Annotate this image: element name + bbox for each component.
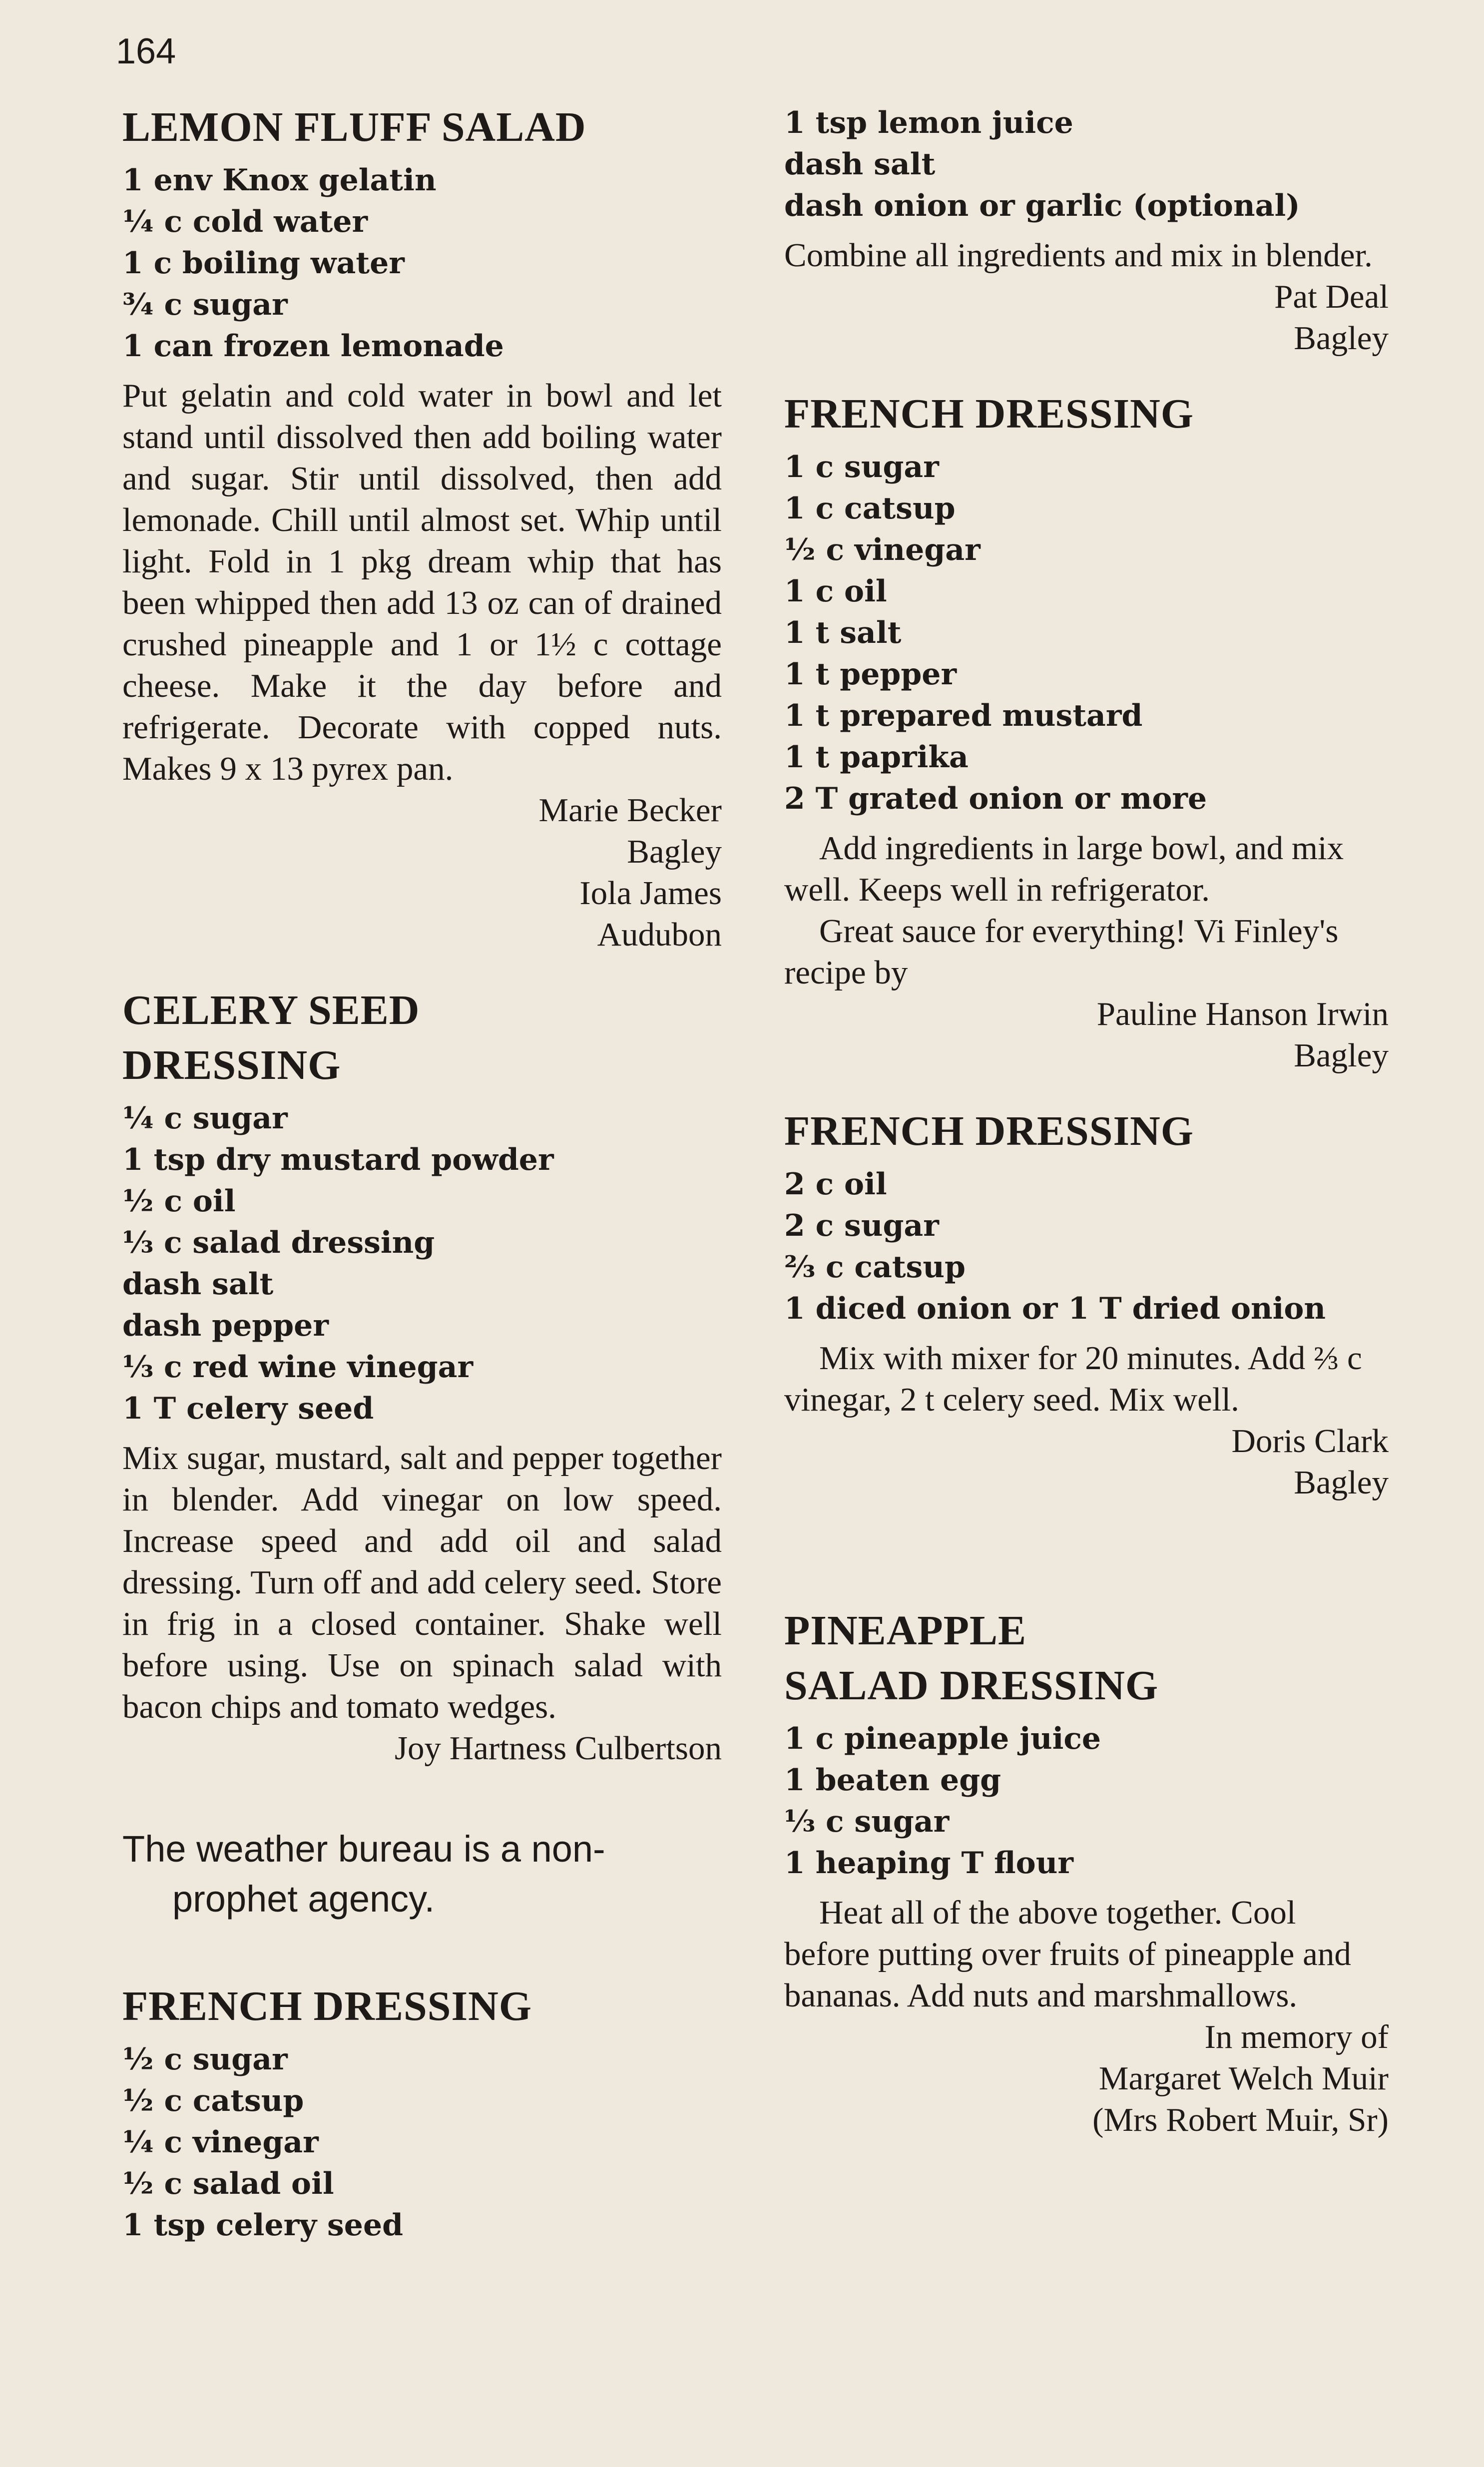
contributor-name: Pat Deal bbox=[1274, 278, 1389, 315]
contributor-name: Doris Clark bbox=[1231, 1423, 1389, 1460]
ingredient: 1 diced onion or 1 T dried onion bbox=[784, 1291, 1326, 1326]
ingredient: 1 tsp lemon juice bbox=[784, 105, 1073, 140]
recipe-pineapple-salad-dressing bbox=[784, 1603, 1389, 2141]
left-column bbox=[122, 100, 722, 2246]
contributor-name: Iola James bbox=[579, 875, 722, 912]
ingredient-list bbox=[122, 160, 722, 367]
contributor-name: Joy Hartness Culbertson bbox=[394, 1730, 722, 1767]
contributor-town: Bagley bbox=[1294, 1464, 1389, 1501]
ingredient-list bbox=[122, 2039, 722, 2246]
contributor-name: Pauline Hanson Irwin bbox=[1096, 995, 1389, 1032]
recipe-title-line2: SALAD DRESSING bbox=[784, 1662, 1159, 1709]
recipe-french-dressing-1-continued bbox=[784, 102, 1389, 359]
ingredient-list bbox=[122, 1098, 722, 1430]
ingredient: dash onion or garlic (optional) bbox=[784, 188, 1300, 223]
recipe-title: PINEAPPLE bbox=[784, 1607, 1027, 1654]
contributor-town: Audubon bbox=[597, 916, 722, 953]
ingredient: ¼ c sugar bbox=[122, 1101, 288, 1136]
recipe-directions: Mix sugar, mustard, salt and pepper together in blender. Add vinegar on low speed. Increase speed and add oil and salad dressing. Turn off and add celery seed. Store in frig in a closed container. Shake well before using. Use on spinach salad with bacon chips and tomato wedges. bbox=[122, 1440, 722, 1725]
recipe-title: FRENCH DRESSING bbox=[122, 1983, 532, 2029]
ingredient: ⅓ c sugar bbox=[784, 1804, 950, 1839]
ingredient: ¾ c sugar bbox=[122, 287, 288, 322]
recipe-title: CELERY SEED bbox=[122, 987, 420, 1033]
contributor-name: Marie Becker bbox=[538, 792, 722, 829]
ingredient: ⅓ c salad dressing bbox=[122, 1225, 435, 1260]
recipe-french-dressing-2 bbox=[784, 387, 1389, 1076]
ingredient: 1 c boiling water bbox=[122, 246, 405, 281]
ingredient: 1 can frozen lemonade bbox=[122, 329, 504, 364]
recipe-title-line2: DRESSING bbox=[122, 1042, 341, 1088]
filler-quote: The weather bureau is a non-prophet agency. bbox=[122, 1828, 605, 1920]
ingredient: ⅓ c red wine vinegar bbox=[122, 1350, 474, 1385]
ingredient: 1 tsp celery seed bbox=[122, 2208, 404, 2243]
ingredient: dash pepper bbox=[122, 1308, 329, 1343]
ingredient: ½ c salad oil bbox=[122, 2166, 334, 2201]
recipe-french-dressing-1 bbox=[122, 1979, 722, 2246]
ingredient: 2 c sugar bbox=[784, 1208, 939, 1243]
recipe-title: LEMON FLUFF SALAD bbox=[122, 104, 586, 150]
recipe-lemon-fluff-salad bbox=[122, 100, 722, 956]
ingredient: 1 tsp dry mustard powder bbox=[122, 1142, 554, 1177]
ingredient: ¼ c cold water bbox=[122, 204, 368, 239]
contributor-town: Bagley bbox=[627, 833, 722, 870]
ingredient-list bbox=[784, 447, 1389, 820]
ingredient-list bbox=[784, 102, 1389, 227]
recipe-directions: Put gelatin and cold water in bowl and let stand until dissolved then add boiling water and sugar. Stir until dissolved, then add lemonade. Chill until almost set. Whip until light. Fold in 1 pkg dream whip that has been whipped then add 13 oz can of drained crushed pineapple and 1 or 1½ c cottage cheese. Make it the day before and refrigerate. Decorate with copped nuts. Makes 9 x 13 pyrex pan. bbox=[122, 377, 722, 787]
recipe-directions: Mix with mixer for 20 minutes. Add ⅔ c vinegar, 2 t celery seed. Mix well. bbox=[784, 1340, 1362, 1418]
contributor-name: Margaret Welch Muir bbox=[1098, 2060, 1389, 2097]
ingredient: 1 heaping T flour bbox=[784, 1846, 1073, 1881]
ingredient: 1 T celery seed bbox=[122, 1391, 374, 1426]
ingredient: ½ c catsup bbox=[122, 2083, 304, 2118]
contributor-name-alt: (Mrs Robert Muir, Sr) bbox=[1092, 2101, 1389, 2138]
ingredient: ½ c oil bbox=[122, 1184, 236, 1219]
recipe-directions: Add ingredients in large bowl, and mix well. Keeps well in refrigerator. bbox=[784, 830, 1344, 908]
ingredient: 1 beaten egg bbox=[784, 1763, 1001, 1798]
ingredient: 1 t paprika bbox=[784, 740, 969, 775]
page-number: 164 bbox=[116, 31, 176, 71]
ingredient: ⅔ c catsup bbox=[784, 1250, 966, 1285]
ingredient: 1 t prepared mustard bbox=[784, 698, 1143, 733]
ingredient: dash salt bbox=[784, 147, 936, 182]
right-column bbox=[784, 102, 1389, 2141]
ingredient: 1 t salt bbox=[784, 615, 902, 650]
ingredient: 1 c oil bbox=[784, 574, 887, 609]
ingredient-list bbox=[784, 1164, 1389, 1330]
ingredient: ¼ c vinegar bbox=[122, 2125, 319, 2160]
recipe-title: FRENCH DRESSING bbox=[784, 391, 1194, 437]
ingredient: dash salt bbox=[122, 1267, 274, 1302]
ingredient: 2 c oil bbox=[784, 1167, 887, 1202]
recipe-directions: Heat all of the above together. Cool before putting over fruits of pineapple and bananas. Add nuts and marshmallows. bbox=[784, 1894, 1351, 2014]
recipe-title: FRENCH DRESSING bbox=[784, 1108, 1194, 1154]
ingredient-list bbox=[784, 1718, 1389, 1884]
ingredient: 1 c sugar bbox=[784, 450, 939, 485]
contributor-town: Bagley bbox=[1294, 1037, 1389, 1074]
ingredient: 1 env Knox gelatin bbox=[122, 163, 437, 198]
recipe-celery-seed-dressing bbox=[122, 983, 722, 1769]
contributor-town: Bagley bbox=[1294, 320, 1389, 357]
ingredient: ½ c sugar bbox=[122, 2042, 288, 2077]
memorial-line: In memory of bbox=[1204, 2018, 1389, 2055]
recipe-french-dressing-3 bbox=[784, 1104, 1389, 1503]
ingredient: 1 t pepper bbox=[784, 657, 957, 692]
ingredient: 2 T grated onion or more bbox=[784, 781, 1207, 816]
ingredient: 1 c catsup bbox=[784, 491, 956, 526]
ingredient: ½ c vinegar bbox=[784, 532, 981, 567]
ingredient: 1 c pineapple juice bbox=[784, 1721, 1101, 1756]
recipe-note: Great sauce for everything! Vi Finley's recipe by bbox=[784, 913, 1339, 991]
recipe-directions: Combine all ingredients and mix in blender. bbox=[784, 237, 1373, 274]
